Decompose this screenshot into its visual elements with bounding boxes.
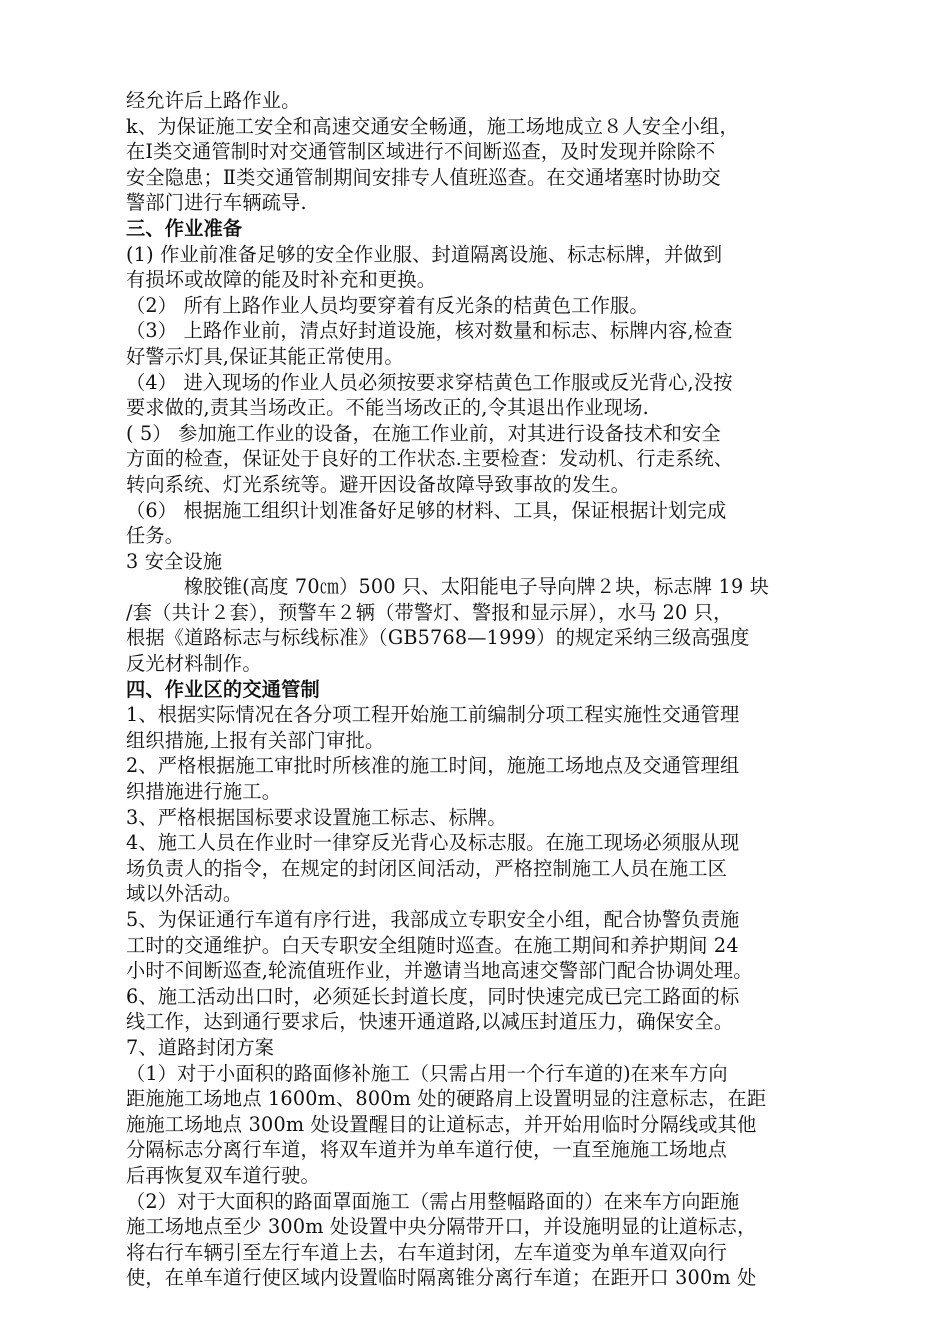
text-line: 有损坏或故障的能及时补充和更换。 <box>126 268 437 292</box>
text-line: （1）对于小面积的路面修补施工（只需占用一个行车道的)在来车方向 <box>126 1061 728 1085</box>
text-line: 施工场地点至少 300m 处设置中央分隔带开口，并设施明显的让道标志， <box>126 1215 757 1239</box>
text-line: （3） 上路作业前，清点好封道设施，核对数量和标志、标牌内容,检查 <box>126 319 733 343</box>
text-line: 反光材料制作。 <box>126 652 262 676</box>
text-line: 2、严格根据施工审批时所核准的施工时间，施施工场地点及交通管理组 <box>126 754 740 778</box>
text-line: 警部门进行车辆疏导. <box>126 191 307 215</box>
text-line: 3、严格根据国标要求设置施工标志、标牌。 <box>126 805 507 829</box>
text-line: 工时的交通维护。白天专职安全组随时巡查。在施工期间和养护期间 24 <box>126 933 739 957</box>
section-heading: 四、作业区的交通管制 <box>126 677 320 701</box>
text-line: 线工作，达到通行要求后，快速开通道路,以减压封道压力，确保安全。 <box>126 1010 734 1034</box>
text-line: 施施工场地点 300m 处设置醒目的让道标志，并开始用临时分隔线或其他 <box>126 1112 757 1136</box>
text-line: 将右行车辆引至左行车道上去，右车道封闭，左车道变为单车道双向行 <box>126 1240 728 1264</box>
text-line: 方面的检查，保证处于良好的工作状态.主要检查：发动机、行走系统、 <box>126 447 734 471</box>
text-line: 要求做的,责其当场改正。不能当场改正的,令其退出作业现场. <box>126 396 649 420</box>
text-line: 分隔标志分离行车道，将双车道并为单车道行使，一直至施施工场地点 <box>126 1138 728 1162</box>
text-line: 组织措施,上报有关部门审批。 <box>126 728 385 752</box>
text-line: 使，在单车道行使区域内设置临时隔离锥分离行车道；在距开口 300m 处 <box>126 1266 757 1290</box>
text-line: 转向系统、灯光系统等。避开因设备故障导致事故的发生。 <box>126 472 631 496</box>
text-line: （2） 所有上路作业人员均要穿着有反光条的桔黄色工作服。 <box>126 293 649 317</box>
text-line: ( 5） 参加施工作业的设备，在施工作业前，对其进行设备技术和安全 <box>126 421 721 445</box>
text-line: k、为保证施工安全和高速交通安全畅通，施工场地成立８人安全小组， <box>126 114 739 138</box>
text-line: （2）对于大面积的路面罩面施工（需占用整幅路面的）在来车方向距施 <box>126 1189 740 1213</box>
text-line: 距施施工场地点 1600m、800m 处的硬路肩上设置明显的注意标志，在距 <box>126 1087 767 1111</box>
text-line: 橡胶锥(高度 70㎝）500 只、太阳能电子导向牌２块，标志牌 19 块 <box>184 575 770 599</box>
text-line: 5、为保证通行车道有序行进，我部成立专职安全小组，配合协警负责施 <box>126 908 740 931</box>
text-line: 织措施进行施工。 <box>126 780 282 804</box>
subsection-title: 3 安全设施 <box>126 549 223 573</box>
text-line: 7、道路封闭方案 <box>126 1035 275 1059</box>
text-line: /套（共计２套），预警车２辆（带警灯、警报和显示屏），水马 20 只， <box>126 600 733 624</box>
text-line: （4） 进入现场的作业人员必须按要求穿桔黄色工作服或反光背心,没按 <box>126 370 733 394</box>
text-line: 后再恢复双车道行驶。 <box>126 1163 320 1187</box>
text-line: （6） 根据施工组织计划准备好足够的材料、工具，保证根据计划完成 <box>126 498 727 522</box>
text-line: 小时不间断巡查,轮流值班作业，并邀请当地高速交警部门配合协调处理。 <box>126 959 753 983</box>
text-line: 根据《道路标志与标线标准》（GB5768—1999）的规定采纳三级高强度 <box>126 626 750 650</box>
text-line: 经允许后上路作业。 <box>126 89 301 112</box>
text-line: 在Ⅰ类交通管制时对交通管制区域进行不间断巡查，及时发现并除除不 <box>126 140 716 164</box>
section-heading: 三、作业准备 <box>126 216 243 240</box>
text-line: 域以外活动。 <box>126 882 243 906</box>
text-line: 安全隐患；Ⅱ类交通管制期间安排专人值班巡查。在交通堵塞时协助交 <box>126 165 721 189</box>
text-line: 6、施工活动出口时，必须延长封道长度，同时快速完成已完工路面的标 <box>126 984 740 1008</box>
text-line: 任务。 <box>126 524 185 548</box>
text-line: 4、施工人员在作业时一律穿反光背心及标志服。在施工现场必须服从现 <box>126 831 740 855</box>
text-line: 1、根据实际情况在各分项工程开始施工前编制分项工程实施性交通管理 <box>126 703 740 727</box>
text-line: 场负责人的指令，在规定的封闭区间活动，严格控制施工人员在施工区 <box>126 856 728 880</box>
text-line: (1) 作业前准备足够的安全作业服、封道隔离设施、标志标牌，并做到 <box>126 242 723 266</box>
text-line: 好警示灯具,保证其能正常使用。 <box>126 344 404 368</box>
